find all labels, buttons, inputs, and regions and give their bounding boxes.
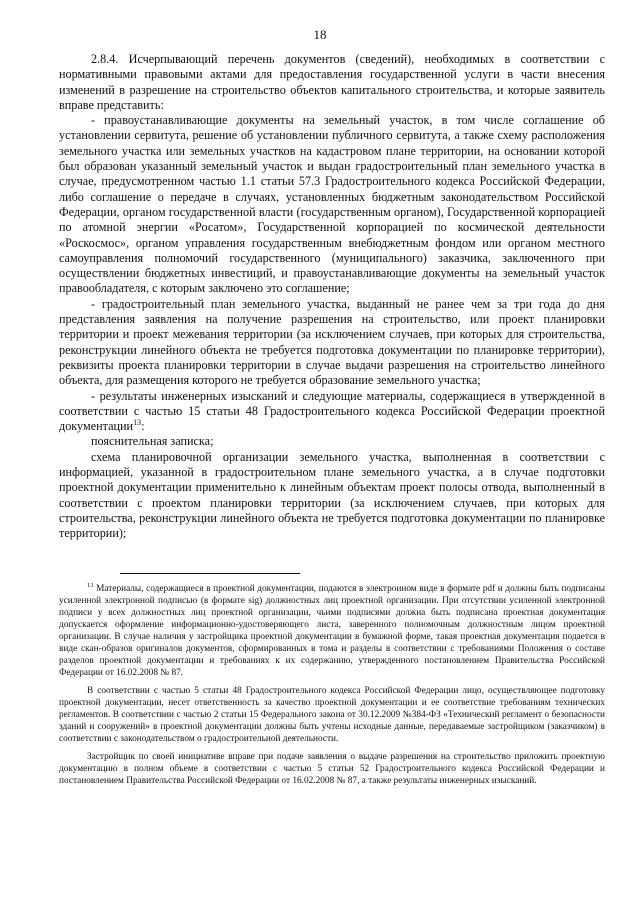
footnote-item: Застройщик по своей инициативе вправе при подаче заявления о выдаче разрешения на строительство приложить проектную документацию в полном объеме в соответствии с частью 5 статьи 52 Градостроительного кодекса Российской Федерации и постановлением Правительства Российской Федерации от 16.02.2008 № 87, а также результаты инженерных изысканий.: [59, 752, 605, 786]
paragraph-intro: 2.8.4. Исчерпывающий перечень документов (сведений), необходимых в соответствии с нормативными правовыми актами для предоставления государственной услуги в части внесения изменений в разрешение на строительство объектов капитального строительства, и которые заявитель вправе представить:: [59, 52, 605, 112]
survey-results-suffix: :: [141, 419, 145, 434]
footnote-item: [59, 583, 605, 679]
footnote-marker: 13: [87, 581, 94, 589]
main-text: [59, 52, 605, 542]
footnotes: [59, 583, 605, 793]
page-number: 18: [313, 27, 327, 42]
paragraph-urban-plan: - градостроительный план земельного участка, выданный не ранее чем за три года до дня представления заявления на получение разрешения на строительство, или проект планировки территории и проект межевания территории (за исключением случаев, при которых для строительства, реконструкции линейного объекта не требуется подготовка документации по планировке территории), реквизиты проекта планировки территории в случае выдачи разрешения на строительство линейного объекта, для размещения которого не требуется образование земельного участка;: [59, 296, 605, 388]
footnote-reference[interactable]: 13: [133, 418, 142, 428]
paragraph-explanatory-note: пояснительная записка;: [91, 434, 214, 449]
paragraph-site-plan: схема планировочной организации земельного участка, выполненная в соответствии с информацией, указанной в градостроительном плане земельного участка, а в случае подготовки проектной документации применительно к линейным объектам проект полосы отвода, выполненный в соответствии с проектом планировки территории (за исключением случаев, при которых для строительства, реконструкции линейного объекта не требуется подготовка документации по планировке территории);: [59, 449, 605, 541]
footnote-separator: [120, 573, 300, 574]
survey-results-text: - результаты инженерных изысканий и следующие материалы, содержащиеся в утвержденной в соответствии с частью 15 статьи 48 Градостроительного кодекса Российской Федерации проектной документации: [59, 388, 605, 434]
footnote-text: Материалы, содержащиеся в проектной документации, подаются в электронном виде в формате pdf и должны быть подписаны усиленной электронной подписью (в формате sig) должностных лиц проектной организации. При отсутствии усиленной электронной подписи у всех должностных лиц проектной организации, чьими подписями должна быть подписана проектная документация допускается оформление информационно-удостоверяющего листа, заверенного полномочным должностным лицом проектной организации. В случае наличия у застройщика проектной документации в бумажной форме, такая проектная документация подается в виде скан-образов оригиналов документов, сформированных в тома и разделы в соответствии с требованиями Положения о составе разделов проектной документации и требованиях к их содержанию, утвержденного постановлением Правительства Российской Федерации от 16.02.2008 № 87.: [59, 584, 605, 678]
footnote-item: В соответствии с частью 5 статьи 48 Градостроительного кодекса Российской Федерации лицо, осуществляющее подготовку проектной документации, несет ответственность за качество проектной документации и ее соответствие требованиям технических регламентов. В соответствии с частью 2 статьи 15 Федерального закона от 30.12.2009 №384-ФЗ «Технический регламент о безопасности зданий и сооружений» в проектной документации должны быть учтены исходные данные, передаваемые застройщиком (заказчиком) в соответствии с законодательством о градостроительной деятельности.: [59, 686, 605, 744]
paragraph-survey-results: [59, 389, 605, 435]
paragraph-land-documents: - правоустанавливающие документы на земельный участок, в том числе соглашение об установлении сервитута, решение об установлении публичного сервитута, а также схему расположения земельного участка или земельных участков на кадастровом плане территории, на основании которой был образован указанный земельный участок и выдан градостроительный план земельного участка в случае, предусмотренном частью 1.1 статьи 57.3 Градостроительного кодекса Российской Федерации, либо соглашение о передаче в случаях, установленных бюджетным законодательством Российской Федерации, органом государственной власти (государственным органом), Государственной корпорацией по атомной энергии «Росатом», Государственной корпорацией по космической деятельности «Роскосмос», органом управления государственным внебюджетным фондом или органом местного самоуправления полномочий государственного (муниципального) заказчика, заключенного при осуществлении бюджетных инвестиций, и правоустанавливающие документы на земельный участок правообладателя, с которым заключено это соглашение;: [59, 113, 605, 296]
